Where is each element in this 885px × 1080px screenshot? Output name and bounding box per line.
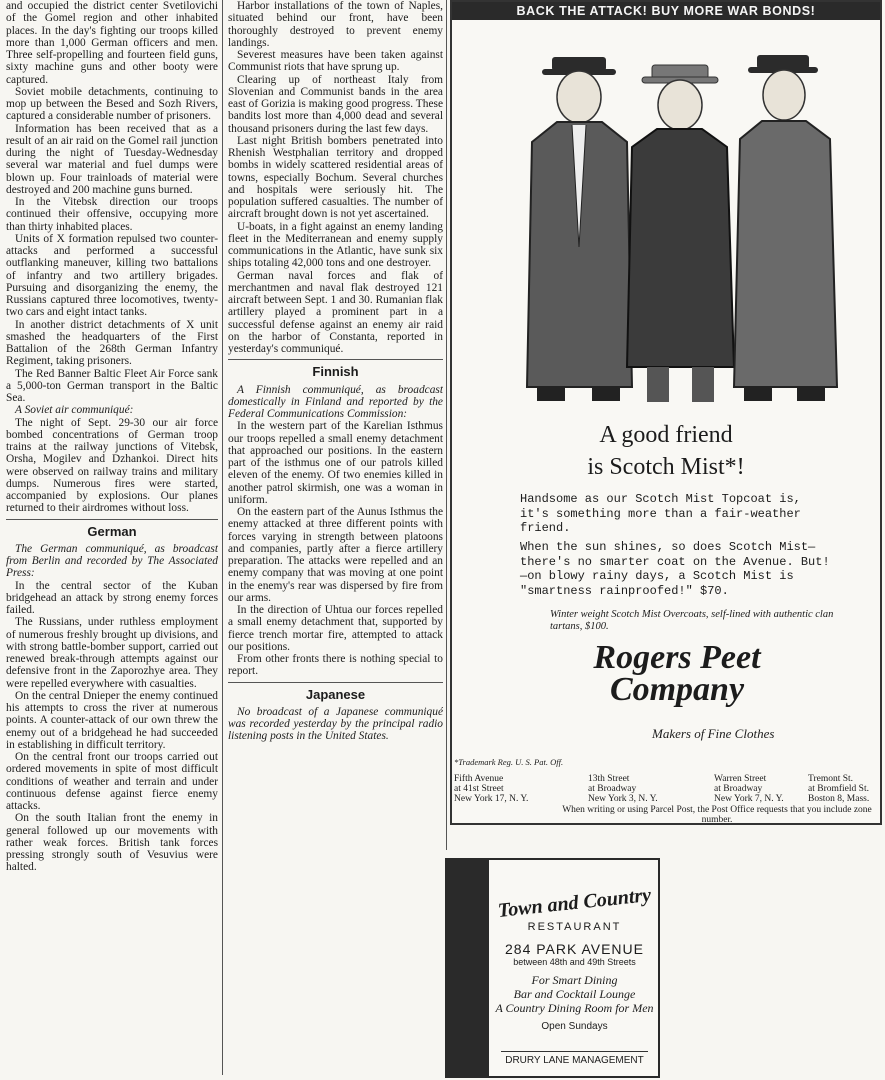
finnish-paragraph: From other fronts there is nothing special to report.: [228, 653, 443, 678]
address-line: New York 17, N. Y.: [454, 794, 529, 804]
man-right-figure: [734, 55, 837, 401]
address-line: Boston 8, Mass.: [808, 794, 870, 804]
restaurant-management: DRURY LANE MANAGEMENT: [501, 1051, 648, 1066]
restaurant-feature: Bar and Cocktail Lounge: [513, 987, 636, 1001]
trademark-note: *Trademark Reg. U. S. Pat. Off.: [454, 757, 564, 767]
col1-paragraph: The night of Sept. 29-30 our air force bombed concentrations of German troop trains at the railway junctions of Vitebsk, Orsha, Mogilev and Dzhankoi. Direct hits were observed on railway trains and military dumps. Numerous fires were started, accompanied by explosions. Our planes returned to their airdromes without loss.: [6, 416, 218, 515]
ad-decorative-bar: [447, 860, 489, 1076]
restaurant-feature: A Country Dining Room for Men: [495, 1001, 654, 1015]
ad-body-text: Handsome as our Scotch Mist Topcoat is, it's something more than a fair-weather friend.: [520, 492, 801, 535]
restaurant-hours: Open Sundays: [541, 1021, 608, 1032]
german-paragraph: In the central sector of the Kuban bridgehead an attack by strong enemy forces failed.: [6, 579, 218, 616]
store-address: [714, 774, 784, 804]
war-bonds-banner: BACK THE ATTACK! BUY MORE WAR BONDS!: [452, 2, 880, 20]
finnish-paragraph: On the eastern part of the Aunus Isthmus the enemy attacked at three different points with forces varying in strength between platoons and companies, partly after a fierce artillery preparation. The attacks were repelled and an enemy company that was moving at one point in the enemy's rear was dispersed by fire from our arms.: [228, 506, 443, 604]
restaurant-address: 284 PARK AVENUE: [505, 941, 644, 957]
col1-paragraph: Information has been received that as a result of an air raid on the Gomel rail junction during the night of Tuesday-Wednesday several war material and fuel dumps were blown up. Four trainloads of material were destroyed and 200 machine guns burned.: [6, 122, 218, 196]
article-column-2: [228, 0, 443, 955]
german-paragraph: The Russians, under ruthless employment of numerous freshly brought up divisions, and with strong battle-bomber support, carried out renewed break-through attempts against our defensive front in the Zaporozhye area. They were repelled everywhere with casualties.: [6, 616, 218, 690]
rogers-peet-advertisement: [450, 0, 882, 825]
section-heading-japanese: Japanese: [228, 682, 443, 706]
logo-line: Rogers Peet: [593, 639, 761, 676]
three-men-illustration: [512, 47, 852, 407]
restaurant-feature: For Smart Dining: [531, 973, 618, 987]
col2-paragraph: Clearing up of northeast Italy from Slovenian and Communist bands in the area east of Gorizia is making good progress. These bandits lost more than 4,000 dead and several thousand prisoners during the last few days.: [228, 73, 443, 135]
man-center-figure: [627, 65, 734, 402]
german-paragraph: On the central front our troops carried out ordered movements in spite of most difficult conditions of weather and terrain and under continuous defense against fierce enemy attacks.: [6, 751, 218, 812]
japanese-paragraph: No broadcast of a Japanese communiqué was recorded yesterday by the principal radio listening posts in the United States.: [228, 705, 443, 743]
german-paragraph: On the central Dnieper the enemy continued his attempts to cross the river at numerous points. A counter-attack of our own threw the enemy out of a bridgehead he had succeeded in establishing in difficult territory.: [6, 689, 218, 751]
column-divider: [446, 0, 447, 850]
col1-paragraph: In another district detachments of X unit smashed the headquarters of the First Battalion of the 268th German Infantry Regiment, taking prisoners.: [6, 318, 218, 368]
restaurant-label: RESTAURANT: [527, 921, 622, 933]
address-line: Warren Street: [714, 774, 767, 784]
col2-paragraph: Severest measures have been taken against Communist riots that have sprung up.: [228, 49, 443, 74]
restaurant-name: Town and Country: [496, 884, 653, 922]
col2-paragraph: Last night British bombers penetrated into Rhenish Westphalian territory and dropped bombs in widely scattered residential areas of towns, especially Bochum. Several churches and hospitals were seriously hit. The population suffered casualties. The number of aircraft brought down is not yet ascertained.: [228, 134, 443, 221]
section-heading-finnish: Finnish: [228, 359, 443, 383]
col1-paragraph: Soviet mobile detachments, continuing to mop up between the Besed and Sozh Rivers, captured a considerable number of prisoners.: [6, 85, 218, 123]
col1-paragraph: A Soviet air communiqué:: [15, 404, 134, 417]
address-line: at Bromfield St.: [808, 784, 869, 794]
col1-paragraph: Units of X formation repulsed two counter-attacks and performed a successful outflanking maneuver, killing two battalions of infantry and two artillery brigades. Pursuing and disorganizing the enemy, the Russians captured three locomotives, twenty-two cars and eight intact tanks.: [6, 232, 218, 319]
store-address: [808, 774, 869, 804]
address-line: Fifth Avenue: [454, 774, 504, 784]
logo-line: Company: [609, 671, 745, 708]
address-line: New York 3, N. Y.: [588, 794, 658, 804]
restaurant-cross-streets: between 48th and 49th Streets: [513, 957, 636, 967]
store-address: [454, 774, 528, 804]
man-left-figure: [527, 57, 632, 401]
german-paragraph: On the south Italian front the enemy in general followed up our movements with rather weak forces. British tank forces pressing strongly south of Vesuvius were halted.: [6, 812, 218, 874]
store-address: [588, 774, 658, 804]
ad-body-text: When the sun shines, so does Scotch Mist—there's no smarter coat on the Avenue. But!—on blowy rainy days, a Scotch Mist is "smartness rainproofed!" $70.: [520, 540, 830, 598]
ad-content: [491, 860, 658, 1076]
col2-paragraph: U-boats, in a fight against an enemy landing fleet in the Mediterranean and enemy supply communications in the Atlantic, have sunk six ships totaling 42,000 tons and one destroyer.: [228, 220, 443, 270]
address-line: at 41st Street: [454, 784, 504, 794]
address-line: Tremont St.: [808, 774, 854, 784]
german-intro: The German communiqué, as broadcast from Berlin and recorded by The Associated Press:: [6, 542, 218, 580]
col1-paragraph: The Red Banner Baltic Fleet Air Force sank a 5,000-ton German transport in the Baltic Sea.: [6, 367, 218, 404]
finnish-intro: A Finnish communiqué, as broadcast domestically in Finland and reported by the Federal Communications Commission:: [228, 383, 443, 420]
col2-paragraph: Harbor installations of the town of Naples, situated behind our front, have been thoroughly destroyed to prevent enemy landings.: [228, 0, 443, 49]
column-divider: [222, 0, 223, 1075]
ad-headline: A good friend: [599, 422, 733, 448]
address-line: 13th Street: [588, 774, 630, 784]
ad-tagline: Makers of Fine Clothes: [652, 726, 775, 741]
article-column-1: [6, 0, 218, 1075]
ad-fine-print: Winter weight Scotch Mist Overcoats, self-lined with authentic clan tartans, $100.: [550, 609, 834, 632]
town-and-country-advertisement: [445, 858, 660, 1078]
col1-paragraph: and occupied the district center Svetilovichi of the Gomel region and other inhabited places. In the day's fighting our troops killed more than 1,000 German officers and men. Three self-propelling and fourteen field guns, sixty machine guns and other booty were captured.: [6, 0, 218, 86]
address-line: at Broadway: [588, 784, 637, 794]
postal-note: When writing or using Parcel Post, the Post Office requests that you include zone number.: [562, 805, 872, 825]
finnish-paragraph: In the direction of Uhtua our forces repelled a small enemy detachment that, supported by fierce trench mortar fire, attempted to attack our positions.: [228, 604, 443, 653]
col2-paragraph: German naval forces and flak of merchantmen and naval flak destroyed 121 aircraft between Sept. 1 and 30. Rumanian flak artillery played a prominent part in a successful defense against an enemy air raid on the harbor of Constanta, reported in yesterday's communiqué.: [228, 269, 443, 355]
address-line: New York 7, N. Y.: [714, 794, 784, 804]
ad-headline: is Scotch Mist*!: [587, 454, 745, 480]
section-heading-german: German: [6, 519, 218, 543]
col1-paragraph: In the Vitebsk direction our troops continued their offensive, occupying more than thirty inhabited places.: [6, 196, 218, 233]
finnish-paragraph: In the western part of the Karelian Isthmus our troops repelled a small enemy detachment that approached our positions. In the eastern part of the isthmus one of our patrols killed eleven of the enemy. Of two enemies killed in another patrol skirmish, one was a woman in uniform.: [228, 420, 443, 506]
address-line: at Broadway: [714, 784, 763, 794]
rogers-peet-logo: [557, 639, 797, 708]
